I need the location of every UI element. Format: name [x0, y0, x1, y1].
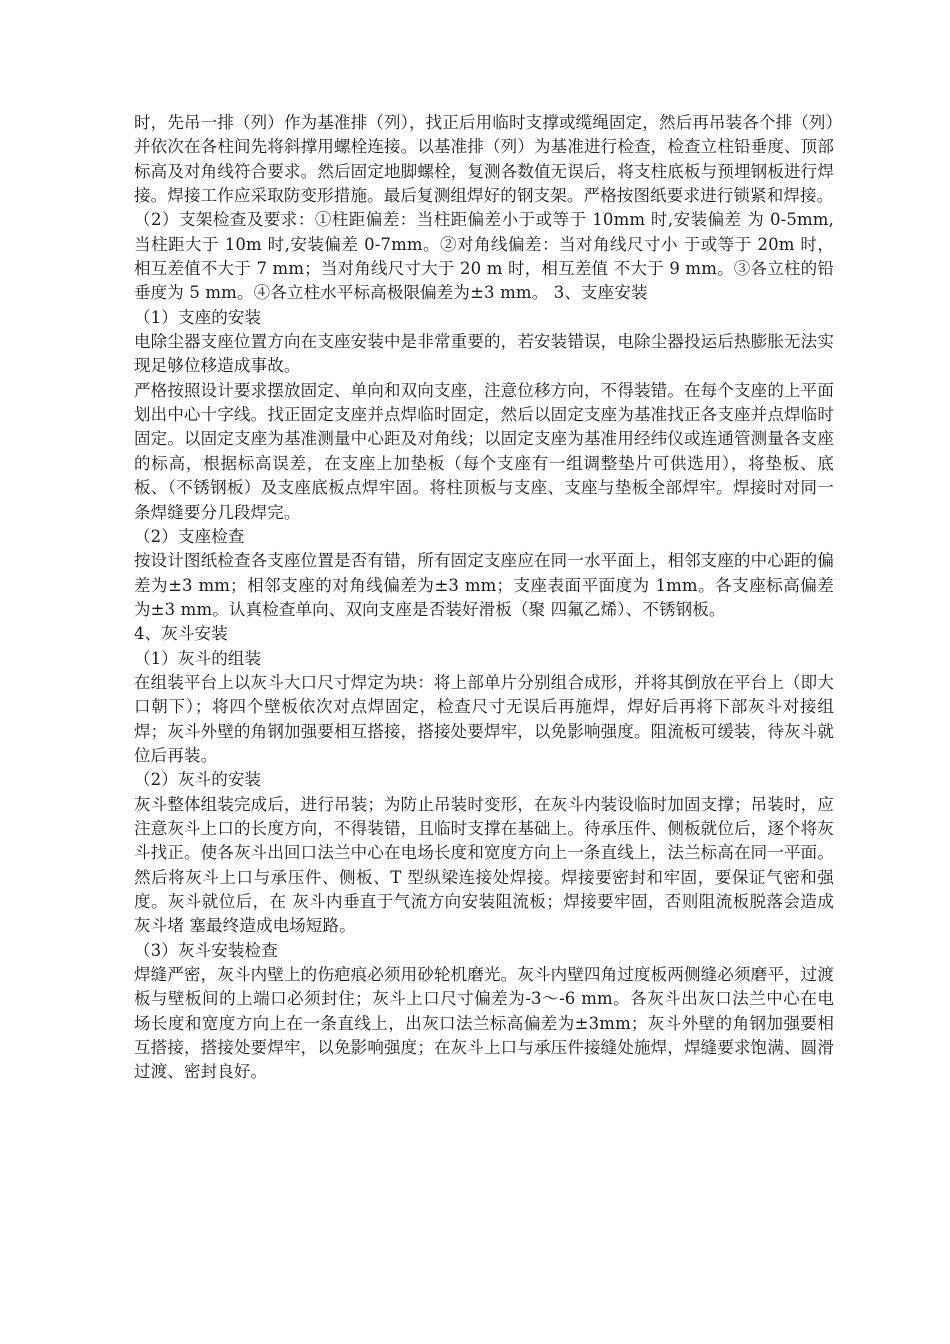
document-body — [134, 111, 834, 1085]
paragraph-support-inspection: 按设计图纸检查各支座位置是否有错，所有固定支座应在同一水平面上，相邻支座的中心距的偏差为±3 mm；相邻支座的对角线偏差为±3 mm；支座表面平面度为 1mm。各支座标高偏差为±3 mm。认真检查单向、双向支座是否装好滑板（聚 四氟乙烯）、不锈钢板。 — [134, 551, 834, 619]
paragraph-hopper-mounting: 灰斗整体组装完成后，进行吊装；为防止吊装时变形，在灰斗内装设临时加固支撑；吊装时，应注意灰斗上口的长度方向，不得装错，且临时支撑在基础上。待承压件、侧板就位后，逐个将灰斗找正。使各灰斗出回口法兰中心在电场长度和宽度方向上一条直线上，法兰标高在同一平面。然后将灰斗上口与承压件、侧板、T 型纵梁连接处焊接。焊接要密封和牢固，要保证气密和强度。灰斗就位后，在 灰斗内垂直于气流方向安装阻流板；焊接要牢固，否则阻流板脱落会造成灰斗堵 塞最终造成电场短路。 — [134, 794, 834, 936]
paragraph-support-frame-hoisting: 时，先吊一排（列）作为基准排（列），找正后用临时支撑或缆绳固定，然后再吊装各个排（列）并依次在各柱间先将斜撑用螺栓连接。以基准排（列）为基准进行检查，检查立柱铅垂度、顶部标高及对角线符合要求。然后固定地脚螺栓，复测各数值无误后，将支柱底板与预埋钢板进行焊接。焊接工作应采取防变形措施。最后复测组焊好的钢支架。严格按图纸要求进行锁紧和焊接。 — [134, 113, 834, 206]
heading-support-installation: （1）支座的安装 — [134, 307, 262, 327]
paragraph-support-placement: 严格按照设计要求摆放固定、单向和双向支座，注意位移方向，不得装错。在每个支座的上平面划出中心十字线。找正固定支座并点焊临时固定，然后以固定支座为基准找正各支座并点焊临时固定。以固定支座为基准测量中心距及对角线；以固定支座为基准用经纬仪或连通管测量各支座的标高，根据标高误差，在支座上加垫板（每个支座有一组调整垫片可供选用），将垫板、底板、（不锈钢板）及支座底板点焊牢固。将柱顶板与支座、支座与垫板全部焊牢。焊接时对同一条焊缝要分几段焊完。 — [134, 380, 834, 522]
paragraph-support-orientation: 电除尘器支座位置方向在支座安装中是非常重要的，若安装错误，电除尘器投运后热膨胀无法实现足够位移造成事故。 — [134, 332, 834, 376]
heading-hopper-inspection: （3）灰斗安装检查 — [134, 940, 278, 960]
paragraph-hopper-assembly: 在组装平台上以灰斗大口尺寸焊定为块：将上部单片分别组合成形，并将其倒放在平台上（即大口朝下）；将四个壁板依次对点焊固定，检查尺寸无误后再施焊，焊好后再将下部灰斗对接组焊；灰斗外壁的角钢加强要相互搭接，搭接处要焊牢，以免影响强度。阻流板可缓装，待灰斗就位后再装。 — [134, 672, 834, 765]
heading-support-inspection: （2）支座检查 — [134, 526, 245, 546]
heading-hopper-mounting: （2）灰斗的安装 — [134, 770, 262, 790]
paragraph-hopper-inspection: 焊缝严密，灰斗内壁上的伤疤痕必须用砂轮机磨光。灰斗内壁四角过度板两侧缝必须磨平，过渡板与壁板间的上端口必须封住；灰斗上口尺寸偏差为-3～-6 mm。各灰斗出灰口法兰中心在电场长度和宽度方向上在一条直线上，出灰口法兰标高偏差为±3mm；灰斗外壁的角钢加强要相互搭接，搭接处要焊牢，以免影响强度；在灰斗上口与承压件接缝处施焊，焊缝要求饱满、圆滑过渡、密封良好。 — [134, 965, 834, 1082]
heading-hopper-assembly: （1）灰斗的组装 — [134, 648, 262, 668]
paragraph-support-frame-inspection: （2）支架检查及要求：①柱距偏差：当柱距偏差小于或等于 10mm 时,安装偏差 为 0-5mm, 当柱距大于 10m 时,安装偏差 0-7mm。②对角线偏差：当对角线尺寸小 于或等于 20m 时，相互差值不大于 7 mm；当对角线尺寸大于 20 m 时，相互差值 不大于 9 mm。③各立柱的铅垂度为 5 mm。④各立柱水平标高极限偏差为±3 mm。 3、支座安装 — [134, 210, 834, 303]
heading-hopper-installation: 4、灰斗安装 — [134, 624, 228, 644]
